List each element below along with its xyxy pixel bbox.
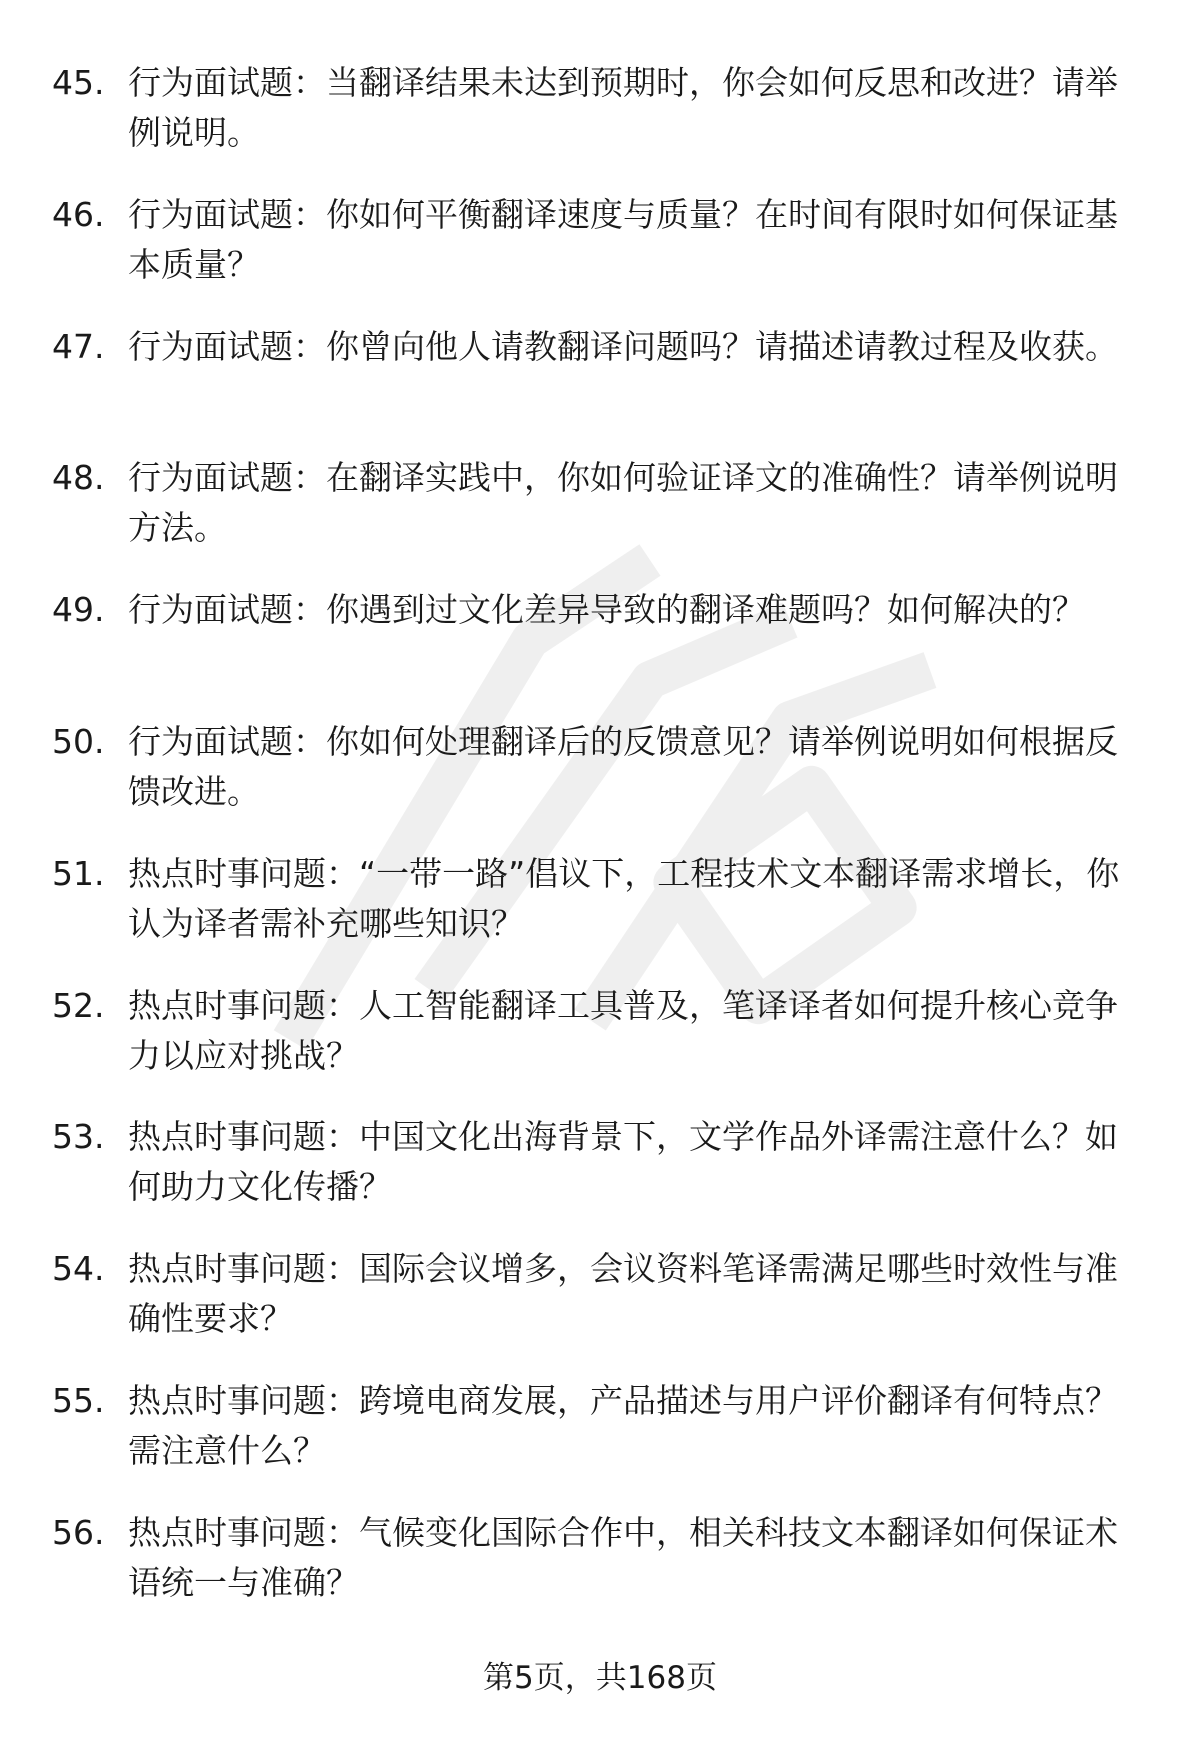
question-item [0,981,1200,1113]
question-text: 热点时事问题：中国文化出海背景下，文学作品外译需注意什么？如何助力文化传播？ [128,1117,1118,1207]
question-item [0,585,1200,717]
question-text: 行为面试题：你遇到过文化差异导致的翻译难题吗？如何解决的？ [128,590,1085,630]
question-text: 行为面试题：你如何平衡翻译速度与质量？在时间有限时如何保证基本质量？ [128,194,1118,284]
question-text: 热点时事问题：人工智能翻译工具普及，笔译译者如何提升核心竞争力以应对挑战？ [128,985,1118,1075]
question-item [0,58,1200,190]
question-number: 56. [52,1512,105,1552]
question-item [0,1112,1200,1244]
question-number: 45. [52,63,105,102]
question-text: 行为面试题：在翻译实践中，你如何验证译文的准确性？请举例说明方法。 [128,458,1118,548]
question-number: 47. [52,326,105,366]
question-number: 51. [52,853,105,893]
question-number: 53. [52,1117,105,1157]
question-text: 行为面试题：你曾向他人请教翻译问题吗？请描述请教过程及收获。 [128,326,1118,366]
question-text: 热点时事问题：气候变化国际合作中，相关科技文本翻译如何保证术语统一与准确？ [128,1512,1118,1602]
question-item [0,717,1200,849]
question-item [0,453,1200,585]
question-text: 热点时事问题：国际会议增多，会议资料笔译需满足哪些时效性与准确性要求？ [128,1249,1118,1339]
question-item [0,1376,1200,1508]
question-number: 46. [52,194,105,234]
question-number: 50. [52,721,105,761]
question-text: 行为面试题：当翻译结果未达到预期时，你会如何反思和改进？请举例说明。 [128,63,1118,152]
page-footer [0,1656,1200,1700]
page-number-label: 第5页，共168页 [483,1660,717,1696]
question-item [0,1244,1200,1376]
question-list [0,58,1200,1640]
question-text: 行为面试题：你如何处理翻译后的反馈意见？请举例说明如何根据反馈改进。 [128,721,1118,811]
question-text: 热点时事问题：“一带一路”倡议下，工程技术文本翻译需求增长，你认为译者需补充哪些知识？ [128,853,1120,943]
question-number: 54. [52,1249,105,1289]
question-text: 热点时事问题：跨境电商发展，产品描述与用户评价翻译有何特点？需注意什么？ [128,1380,1118,1470]
question-item [0,322,1200,454]
question-item [0,1508,1200,1640]
question-number: 49. [52,590,105,630]
question-item [0,849,1200,981]
question-number: 48. [52,458,105,498]
question-number: 55. [52,1380,105,1420]
question-item [0,190,1200,322]
question-number: 52. [52,985,105,1025]
